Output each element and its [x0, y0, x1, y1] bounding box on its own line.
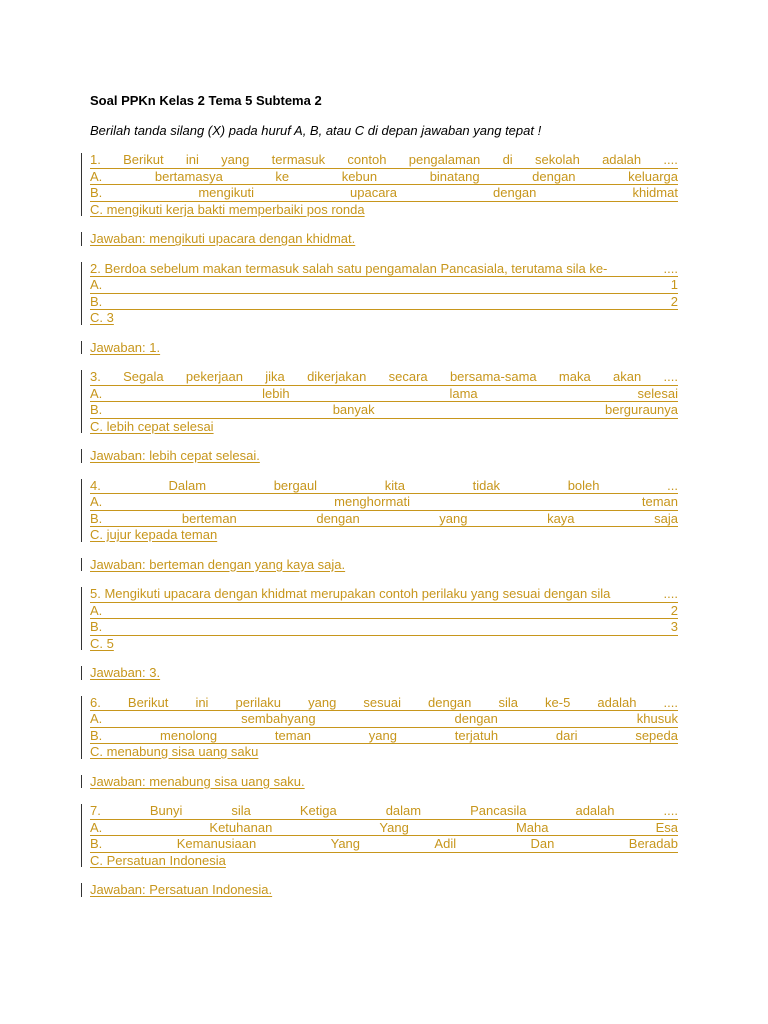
question-text-word: 7. — [90, 803, 101, 818]
option-b — [90, 619, 678, 636]
option-a-word: ke — [275, 168, 290, 184]
option-b — [90, 185, 678, 202]
option-b-word: saja — [654, 510, 678, 526]
question-text-word: Pancasila — [470, 803, 527, 818]
option-b-word: terjatuh — [454, 727, 499, 743]
question-text-word: .... — [663, 260, 678, 276]
option-b-word: berteman — [181, 510, 237, 526]
option-a-word: Ketuhanan — [209, 819, 273, 835]
option-b-word: sepeda — [635, 727, 678, 743]
option-b-word: B. — [90, 402, 103, 417]
question-text-word: adalah — [597, 694, 637, 710]
option-a-word: menghormati — [334, 494, 411, 509]
option-b — [90, 402, 678, 419]
question-text-word: Segala — [123, 369, 164, 384]
question-text-word: Ketiga — [299, 803, 337, 818]
option-c-text: C. lebih cepat selesai — [90, 418, 214, 434]
question-text — [90, 803, 678, 820]
option-a-word: A. — [90, 711, 103, 726]
question-text — [90, 695, 678, 712]
question-text-word: Bunyi — [149, 803, 183, 818]
answer-text: Jawaban: mengikuti upacara dengan khidmat. — [90, 231, 356, 246]
answer-6 — [90, 774, 678, 790]
option-a-word: bertamasya — [154, 168, 223, 184]
question-6 — [90, 695, 678, 760]
option-a-word: dengan — [454, 711, 498, 726]
question-text-word: 3. — [90, 369, 101, 384]
question-text-word: Berikut — [127, 694, 169, 710]
option-b-word: mengikuti — [198, 185, 254, 200]
option-a-word: teman — [641, 494, 678, 509]
question-text-word: 2. Berdoa sebelum makan termasuk salah satu pengamalan Pancasiala, terutama sila ke- — [90, 260, 608, 276]
option-c — [90, 853, 678, 869]
question-text-word: dikerjakan — [307, 369, 367, 384]
question-text-word: Dalam — [168, 477, 207, 493]
option-c — [90, 636, 678, 652]
option-a-word: 2 — [670, 602, 678, 618]
option-b-word: dengan — [493, 185, 537, 200]
option-b-word: B. — [90, 836, 103, 851]
option-a-word: A. — [90, 819, 103, 835]
question-text-word: ini — [195, 694, 209, 710]
option-a-word: kebun — [341, 168, 378, 184]
option-c-text: C. jujur kepada teman — [90, 527, 218, 542]
question-text — [90, 478, 678, 495]
option-a-word: Yang — [379, 819, 409, 835]
question-text-word: ke-5 — [545, 694, 571, 710]
question-text-word: sekolah — [534, 152, 580, 167]
answer-line — [90, 882, 678, 898]
option-c — [90, 202, 678, 218]
answer-text: Jawaban: berteman dengan yang kaya saja. — [90, 556, 346, 572]
question-text-word: 6. — [90, 694, 101, 710]
option-a-word: A. — [90, 277, 103, 292]
option-a — [90, 711, 678, 728]
option-b-word: 2 — [670, 293, 678, 309]
document-page — [90, 93, 678, 912]
answer-line — [90, 448, 678, 464]
answer-text: Jawaban: Persatuan Indonesia. — [90, 882, 273, 897]
answer-text: Jawaban: menabung sisa uang saku. — [90, 773, 305, 789]
question-text-word: ... — [667, 477, 678, 493]
option-a-word: dengan — [532, 168, 576, 184]
question-2 — [90, 261, 678, 326]
question-text-word: Berikut — [123, 152, 164, 167]
question-text-word: kita — [384, 477, 405, 493]
question-text-word: bergaul — [273, 477, 318, 493]
question-text-word: .... — [663, 694, 678, 710]
option-b-word: Adil — [434, 836, 457, 851]
question-text-word: sesuai — [363, 694, 401, 710]
option-b — [90, 728, 678, 745]
question-text-word: maka — [558, 369, 591, 384]
question-text-word: secara — [388, 369, 428, 384]
option-a-word: keluarga — [628, 168, 678, 184]
option-c — [90, 419, 678, 435]
option-b-word: B. — [90, 510, 103, 526]
option-b-word: menolong — [160, 727, 218, 743]
option-a-word: lama — [449, 385, 478, 401]
option-b-word: Yang — [330, 836, 361, 851]
question-text — [90, 152, 678, 169]
option-a-word: A. — [90, 602, 103, 618]
question-text-word: adalah — [602, 152, 642, 167]
option-a — [90, 386, 678, 403]
option-b-word: upacara — [350, 185, 397, 200]
option-b-word: dengan — [316, 510, 360, 526]
option-a-word: A. — [90, 168, 103, 184]
option-c-text: C. mengikuti kerja bakti memperbaiki pos ronda — [90, 201, 365, 217]
question-text-word: tidak — [472, 477, 501, 493]
answer-text: Jawaban: 1. — [90, 339, 161, 355]
option-a — [90, 603, 678, 620]
question-text — [90, 586, 678, 603]
question-5 — [90, 586, 678, 651]
option-b-word: B. — [90, 293, 103, 309]
option-a-word: selesai — [637, 385, 678, 401]
option-b-word: teman — [274, 727, 312, 743]
answer-1 — [90, 231, 678, 247]
question-text — [90, 261, 678, 278]
option-a-word: 1 — [670, 277, 678, 292]
question-text-word: ini — [185, 152, 199, 167]
option-c-text: C. 3 — [90, 310, 114, 325]
option-b-word: kaya — [547, 510, 575, 526]
instruction-text: Berilah tanda silang (X) pada huruf A, B, atau C di depan jawaban yang tepat ! — [90, 123, 542, 138]
answer-line — [90, 231, 678, 247]
option-b-word: B. — [90, 185, 103, 200]
question-text-word: 1. — [90, 152, 101, 167]
question-text-word: akan — [613, 369, 642, 384]
question-1 — [90, 152, 678, 217]
option-a — [90, 169, 678, 186]
answer-line — [90, 557, 678, 573]
question-text-word: bersama-sama — [449, 369, 537, 384]
option-b-word: berguraunya — [605, 402, 678, 417]
question-text-word: pengalaman — [408, 152, 481, 167]
option-b-word: 3 — [670, 619, 678, 634]
option-a — [90, 277, 678, 294]
option-c — [90, 310, 678, 326]
option-c-text: C. Persatuan Indonesia — [90, 852, 226, 868]
option-b-word: banyak — [332, 402, 375, 417]
answer-line — [90, 340, 678, 356]
question-text-word: .... — [663, 803, 678, 818]
option-a-word: A. — [90, 494, 103, 509]
question-text-word: yang — [221, 152, 250, 167]
answer-4 — [90, 557, 678, 573]
answer-text: Jawaban: lebih cepat selesai. — [90, 448, 260, 463]
question-text-word: termasuk — [271, 152, 326, 167]
answer-text: Jawaban: 3. — [90, 665, 161, 680]
option-b-word: dari — [555, 727, 578, 743]
question-text-word: contoh — [347, 152, 387, 167]
question-text-word: di — [502, 152, 513, 167]
question-text-word: dengan — [428, 694, 472, 710]
question-text-word: 5. Mengikuti upacara dengan khidmat merupakan contoh perilaku yang sesuai dengan sila — [90, 586, 611, 601]
question-text — [90, 369, 678, 386]
option-b-word: B. — [90, 727, 103, 743]
option-b — [90, 294, 678, 311]
document-title: Soal PPKn Kelas 2 Tema 5 Subtema 2 — [90, 93, 322, 108]
question-7 — [90, 803, 678, 868]
question-text-word: 4. — [90, 477, 101, 493]
option-b-word: yang — [439, 510, 468, 526]
option-a — [90, 820, 678, 837]
option-b-word: khidmat — [632, 185, 678, 200]
question-text-word: yang — [308, 694, 337, 710]
option-c — [90, 527, 678, 543]
answer-line — [90, 774, 678, 790]
option-a-word: lebih — [262, 385, 290, 401]
option-a — [90, 494, 678, 511]
question-text-word: .... — [663, 152, 678, 167]
question-3 — [90, 369, 678, 434]
option-a-word: khusuk — [636, 711, 678, 726]
question-text-word: dalam — [385, 803, 422, 818]
option-c — [90, 744, 678, 760]
question-4 — [90, 478, 678, 543]
option-b-word: Dan — [530, 836, 555, 851]
question-text-word: .... — [663, 369, 678, 384]
option-b-word: yang — [368, 727, 397, 743]
question-text-word: perilaku — [235, 694, 282, 710]
answer-5 — [90, 665, 678, 681]
option-a-word: binatang — [429, 168, 480, 184]
option-a-word: sembahyang — [241, 711, 316, 726]
option-b — [90, 511, 678, 528]
answer-2 — [90, 340, 678, 356]
answer-line — [90, 665, 678, 681]
answer-3 — [90, 448, 678, 464]
option-b-word: B. — [90, 619, 103, 634]
option-b-word: Kemanusiaan — [176, 836, 257, 851]
option-a-word: Maha — [515, 819, 549, 835]
question-text-word: sila — [498, 694, 518, 710]
question-text-word: sila — [231, 803, 251, 818]
option-b — [90, 836, 678, 853]
question-text-word: adalah — [575, 803, 615, 818]
question-text-word: jika — [265, 369, 285, 384]
option-b-word: Beradab — [628, 836, 678, 851]
option-c-text: C. menabung sisa uang saku — [90, 744, 259, 759]
option-a-word: A. — [90, 385, 103, 401]
question-text-word: boleh — [567, 477, 600, 493]
option-c-text: C. 5 — [90, 635, 114, 651]
question-text-word: pekerjaan — [185, 369, 243, 384]
question-list — [90, 152, 678, 898]
answer-7 — [90, 882, 678, 898]
question-text-word: .... — [663, 586, 678, 601]
option-a-word: Esa — [655, 819, 678, 835]
